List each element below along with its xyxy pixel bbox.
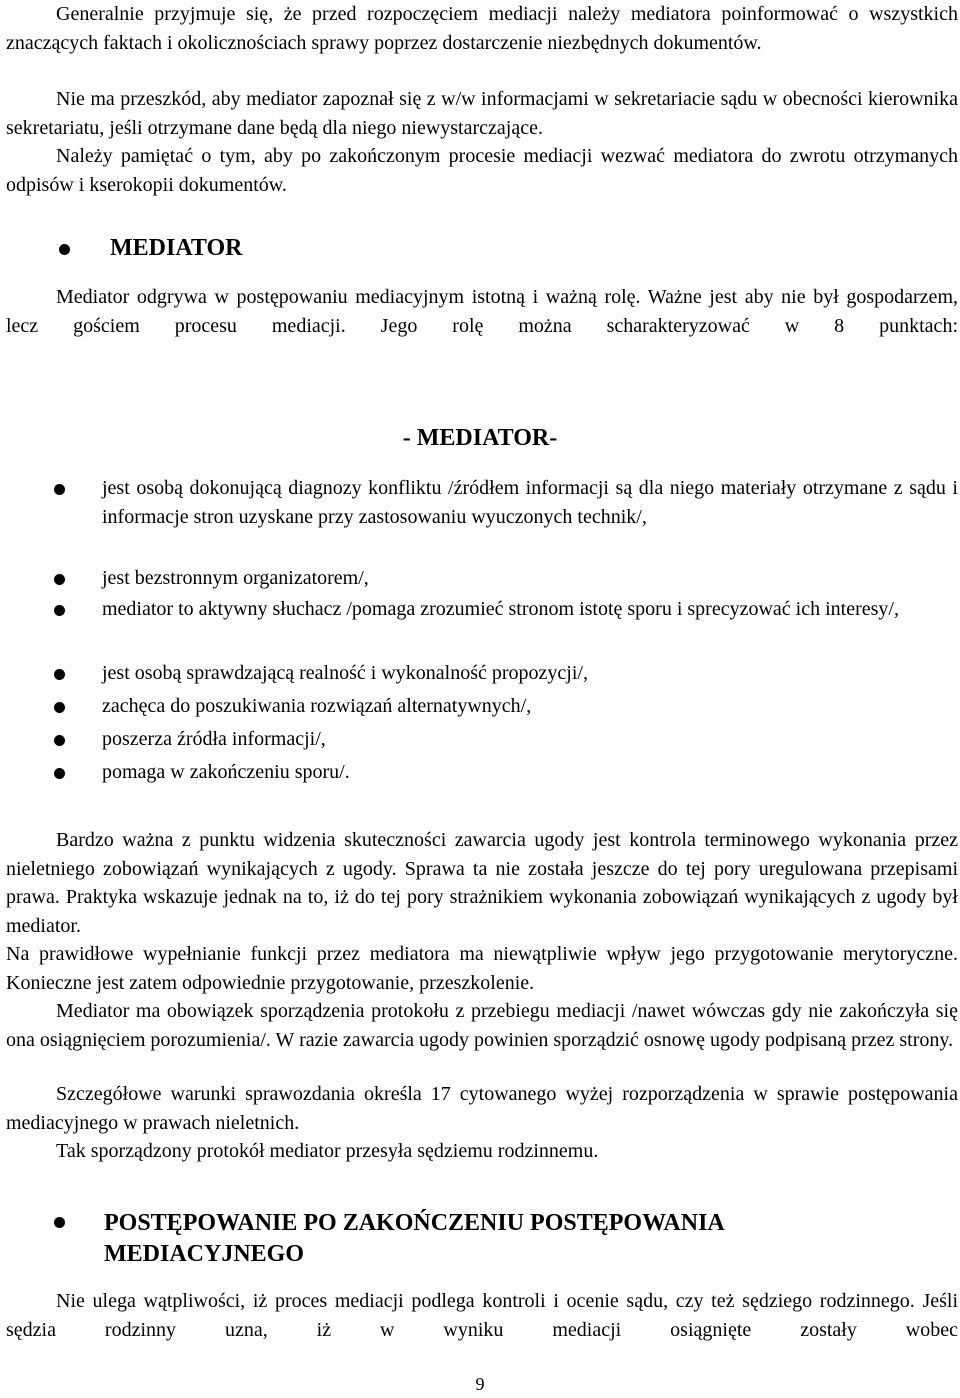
list-bullet-icon	[54, 484, 65, 495]
body-paragraph-3: Mediator ma obowiązek sporządzenia protokołu z przebiegu mediacji /nawet wówczas gdy nie zakończyła się ona osiągnięciem porozumienia/. W razie zawarcia ugody powinien sporządzić osnowę ugody podpisaną przez strony.	[6, 1000, 958, 1051]
intro-paragraph-1: Generalnie przyjmuje się, że przed rozpoczęciem mediacji należy mediatora poinformować o wszystkich znaczących faktach i okolicznościach sprawy poprzez dostarczenie niezbędnych dokumentów.	[6, 3, 958, 54]
section-heading-after-line-1: POSTĘPOWANIE PO ZAKOŃCZENIU POSTĘPOWANIA	[104, 1210, 725, 1236]
list-item-4: jest osobą sprawdzającą realność i wykonalność propozycji/,	[102, 662, 588, 684]
body-paragraph-1: Bardzo ważna z punktu widzenia skuteczności zawarcia ugody jest kontrola terminowego wykonania przez nieletniego zobowiązań wynikających z ugody. Sprawa ta nie została jeszcze do tej pory uregulowana przepisami prawa. Praktyka wskazuje jednak na to, iż do tej pory strażnikiem wykonania zobowiązań wynikających z ugody był mediator.	[6, 829, 958, 937]
body-paragraph-4: Szczegółowe warunki sprawozdania określa 17 cytowanego wyżej rozporządzenia w sprawie postępowania mediacyjnego w prawach nieletnich.	[6, 1083, 958, 1134]
intro-paragraph-2: Nie ma przeszkód, aby mediator zapoznał się z w/w informacjami w sekretariacie sądu w obecności kierownika sekretariatu, jeśli otrzymane dane będą dla niego niewystarczające.	[6, 88, 958, 139]
section-heading-after-line-2: MEDIACYJNEGO	[104, 1241, 305, 1267]
list-bullet-icon	[54, 735, 65, 746]
after-paragraph-1: Nie ulega wątpliwości, iż proces mediacji podlega kontroli i ocenie sądu, czy też sędziego rodzinnego. Jeśli sędzia rodzinny uzna, iż w wyniku mediacji osiągnięte zostały wobec	[6, 1290, 958, 1341]
list-item-7: pomaga w zakończeniu sporu/.	[102, 761, 350, 783]
list-item-1: jest osobą dokonującą diagnozy konfliktu /źródłem informacji są dla niego materiały otrzymane z sądu i informacje stron uzyskane przy zastosowaniu wyuczonych technik/,	[102, 477, 958, 528]
body-paragraph-5: Tak sporządzony protokół mediator przesyła sędziemu rodzinnemu.	[56, 1140, 599, 1162]
intro-paragraph-3: Należy pamiętać o tym, aby po zakończonym procesie mediacji wezwać mediatora do zwrotu otrzymanych odpisów i kserokopii dokumentów.	[6, 145, 958, 196]
heading-bullet-icon	[59, 244, 70, 255]
body-paragraph-2: Na prawidłowe wypełnianie funkcji przez mediatora ma niewątpliwie wpływ jego przygotowanie merytoryczne. Konieczne jest zatem odpowiednie przygotowanie, przeszkolenie.	[6, 943, 958, 994]
list-bullet-icon	[54, 605, 65, 616]
list-bullet-icon	[54, 574, 65, 585]
list-bullet-icon	[54, 768, 65, 779]
list-bullet-icon	[54, 669, 65, 680]
list-item-2: jest bezstronnym organizatorem/,	[102, 567, 369, 589]
mediator-subtitle: - MEDIATOR-	[402, 425, 558, 451]
heading-bullet-icon	[54, 1217, 65, 1228]
list-item-6: poszerza źródła informacji/,	[102, 728, 326, 750]
mediator-intro-paragraph: Mediator odgrywa w postępowaniu mediacyjnym istotną i ważną rolę. Ważne jest aby nie był gospodarzem, lecz gościem procesu mediacji. Jego rolę można scharakteryzować w 8 punktach:	[6, 286, 958, 337]
page-number: 9	[475, 1374, 485, 1394]
section-heading-mediator: MEDIATOR	[110, 235, 243, 261]
list-item-3: mediator to aktywny słuchacz /pomaga zrozumieć stronom istotę sporu i sprecyzować ich interesy/,	[102, 598, 899, 620]
list-item-5: zachęca do poszukiwania rozwiązań alternatywnych/,	[102, 695, 532, 717]
list-bullet-icon	[54, 702, 65, 713]
